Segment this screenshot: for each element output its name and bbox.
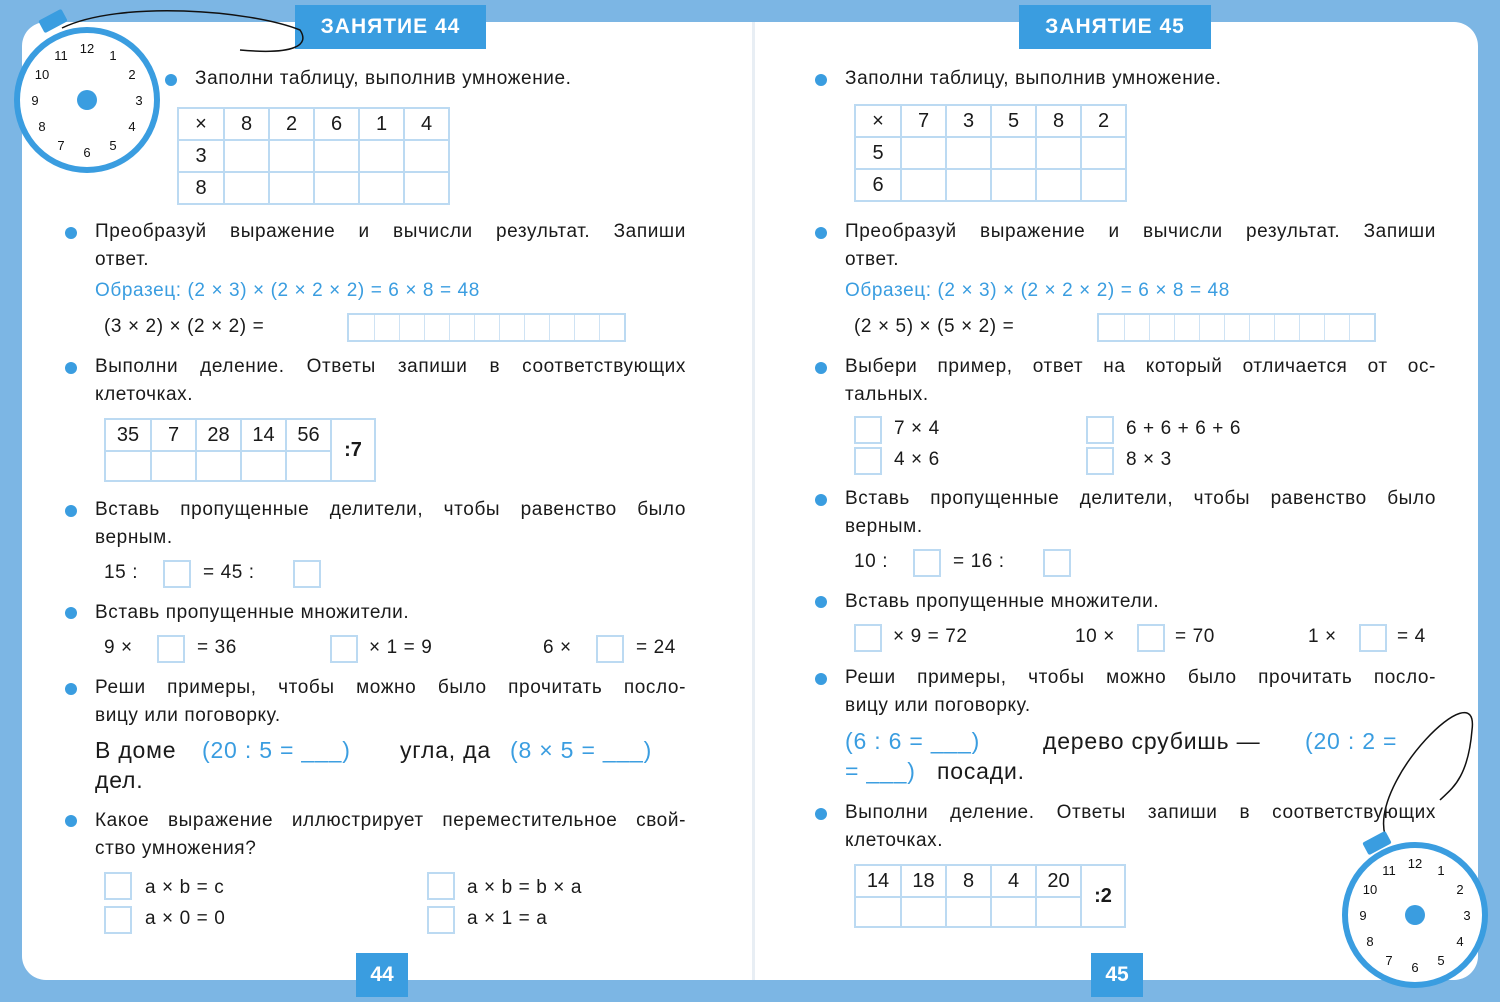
- task-text: верным.: [95, 527, 173, 548]
- answer-cell[interactable]: [991, 169, 1036, 201]
- table-cell: 28: [196, 419, 241, 451]
- answer-cell[interactable]: [991, 137, 1036, 169]
- bullet: [65, 227, 77, 239]
- answer-box[interactable]: [293, 560, 321, 588]
- divisor-label: :2: [1081, 865, 1125, 927]
- answer-cell[interactable]: [404, 172, 449, 204]
- multiplication-table-right: [854, 104, 1127, 202]
- clock-numeral: 11: [54, 48, 68, 63]
- answer-cell[interactable]: [359, 140, 404, 172]
- table-cell: 4: [404, 108, 449, 140]
- bullet: [815, 494, 827, 506]
- table-cell: ×: [855, 105, 901, 137]
- answer-box[interactable]: [163, 560, 191, 588]
- option-label: 7 × 4: [894, 418, 940, 439]
- answer-cell[interactable]: [269, 140, 314, 172]
- answer-cell[interactable]: [241, 451, 286, 481]
- answer-cell[interactable]: [224, 172, 269, 204]
- expression: 9 ×: [104, 637, 133, 658]
- answer-cells[interactable]: [1097, 313, 1376, 342]
- task-text: клеточках.: [845, 830, 944, 851]
- table-cell: 1: [359, 108, 404, 140]
- proverb-example: (20 : 5 = ___): [202, 737, 351, 763]
- bullet: [815, 362, 827, 374]
- table-cell: 5: [855, 137, 901, 169]
- task-text: клеточках.: [95, 384, 194, 405]
- expression: (2 × 5) × (5 × 2) =: [854, 316, 1015, 337]
- clock-numeral: 5: [109, 138, 117, 153]
- task-text: Реши примеры, чтобы можно было прочитать посло-: [95, 677, 686, 698]
- table-cell: 20: [1036, 865, 1081, 897]
- bullet: [815, 227, 827, 239]
- clock-numeral: 3: [135, 93, 143, 108]
- table-cell: 3: [946, 105, 991, 137]
- multiplication-table-left: [177, 107, 450, 205]
- divisor-label: :7: [331, 419, 375, 481]
- expression: = 24: [636, 637, 676, 658]
- task-text: Преобразуй выражение и вычисли результат. Запиши: [95, 221, 686, 242]
- page-gutter: [752, 22, 755, 980]
- clock-numeral: 6: [83, 145, 91, 160]
- expression: = 45 :: [203, 562, 255, 583]
- answer-box[interactable]: [157, 635, 185, 663]
- task-text: тальных.: [845, 384, 929, 405]
- expression: 10 :: [854, 551, 889, 572]
- page-number-left: 44: [356, 953, 408, 997]
- expression: × 9 = 72: [893, 626, 968, 647]
- table-cell: 2: [269, 108, 314, 140]
- task-text: Вставь пропущенные делители, чтобы равенство было: [845, 488, 1436, 509]
- task-text: Выбери пример, ответ на который отличается от ос-: [845, 356, 1436, 377]
- option-label: a × b = c: [145, 877, 225, 898]
- task-text: Заполни таблицу, выполнив умножение.: [845, 68, 1222, 89]
- task-text: Какое выражение иллюстрирует переместительное свой-: [95, 810, 686, 831]
- clock-numeral: 8: [1366, 934, 1374, 949]
- task-text: вицу или поговорку.: [95, 705, 281, 726]
- answer-box[interactable]: [1359, 624, 1387, 652]
- clock-numeral: 6: [1411, 960, 1419, 975]
- answer-cell[interactable]: [901, 169, 946, 201]
- proverb-text: В доме: [95, 737, 177, 763]
- table-cell: 35: [105, 419, 151, 451]
- expression: (3 × 2) × (2 × 2) =: [104, 316, 265, 337]
- table-cell: 8: [224, 108, 269, 140]
- answer-box[interactable]: [596, 635, 624, 663]
- answer-box[interactable]: [854, 624, 882, 652]
- expression: 1 ×: [1308, 626, 1337, 647]
- option-checkbox[interactable]: [427, 906, 455, 934]
- option-label: a × b = b × a: [467, 877, 583, 898]
- answer-cell[interactable]: [1036, 897, 1081, 927]
- sample-text: Образец: (2 × 3) × (2 × 2 × 2) = 6 × 8 = 48: [845, 280, 1230, 301]
- proverb-text: дерево срубишь —: [1043, 728, 1261, 754]
- answer-cell[interactable]: [946, 169, 991, 201]
- option-label: a × 1 = a: [467, 908, 548, 929]
- clock-right-icon: [1330, 670, 1500, 1000]
- task-text: Заполни таблицу, выполнив умножение.: [195, 68, 572, 89]
- expression: = 16 :: [953, 551, 1005, 572]
- option-checkbox[interactable]: [104, 906, 132, 934]
- answer-cell[interactable]: [901, 897, 946, 927]
- answer-cell[interactable]: [314, 172, 359, 204]
- table-cell: 6: [855, 169, 901, 201]
- clock-numeral: 10: [34, 67, 50, 82]
- table-cell: 8: [1036, 105, 1081, 137]
- answer-cell[interactable]: [1081, 169, 1126, 201]
- table-cell: 8: [946, 865, 991, 897]
- lesson-header-left: ЗАНЯТИЕ 44: [295, 5, 486, 49]
- table-cell: 18: [901, 865, 946, 897]
- answer-cell[interactable]: [314, 140, 359, 172]
- bullet: [165, 74, 177, 86]
- option-label: a × 0 = 0: [145, 908, 226, 929]
- option-checkbox[interactable]: [1086, 447, 1114, 475]
- clock-numeral: 2: [1456, 882, 1464, 897]
- answer-cells[interactable]: [347, 313, 626, 342]
- task-text: верным.: [845, 516, 923, 537]
- answer-cell[interactable]: [1036, 169, 1081, 201]
- proverb-text: угла, да: [400, 737, 491, 763]
- answer-cell[interactable]: [946, 137, 991, 169]
- clock-numeral: 3: [1463, 908, 1471, 923]
- expression: 6 ×: [543, 637, 572, 658]
- clock-numeral: 11: [1382, 863, 1396, 878]
- expression: = 70: [1175, 626, 1215, 647]
- clock-numeral: 9: [31, 93, 39, 108]
- page-number-right: 45: [1091, 953, 1143, 997]
- clock-numeral: 10: [1362, 882, 1378, 897]
- table-cell: 3: [178, 140, 224, 172]
- task-text: ство умножения?: [95, 838, 257, 859]
- task-text: Выполни деление. Ответы запиши в соответствующих: [95, 356, 686, 377]
- expression: × 1 = 9: [369, 637, 433, 658]
- task-text: Вставь пропущенные множители.: [845, 591, 1160, 612]
- task-text: ответ.: [845, 249, 900, 270]
- answer-box[interactable]: [330, 635, 358, 663]
- division-table-right: [854, 864, 1126, 928]
- expression: 10 ×: [1075, 626, 1115, 647]
- option-checkbox[interactable]: [854, 447, 882, 475]
- table-cell: ×: [178, 108, 224, 140]
- sample-text: Образец: (2 × 3) × (2 × 2 × 2) = 6 × 8 = 48: [95, 280, 480, 301]
- bullet: [65, 815, 77, 827]
- bullet: [815, 74, 827, 86]
- answer-cell[interactable]: [286, 451, 331, 481]
- proverb-text: посади.: [937, 758, 1025, 784]
- table-cell: 56: [286, 419, 331, 451]
- option-label: 8 × 3: [1126, 449, 1172, 470]
- option-checkbox[interactable]: [1086, 416, 1114, 444]
- proverb-example: (8 × 5 = ___): [510, 737, 653, 763]
- clock-numeral: 7: [1385, 953, 1393, 968]
- answer-cell[interactable]: [991, 897, 1036, 927]
- task-text: вицу или поговорку.: [845, 695, 1031, 716]
- option-checkbox[interactable]: [854, 416, 882, 444]
- clock-numeral: 1: [1437, 863, 1445, 878]
- table-cell: 14: [241, 419, 286, 451]
- bullet: [815, 673, 827, 685]
- division-table-left: [104, 418, 376, 482]
- table-cell: 4: [991, 865, 1036, 897]
- bullet: [65, 683, 77, 695]
- option-label: 6 + 6 + 6 + 6: [1126, 418, 1242, 439]
- table-cell: 2: [1081, 105, 1126, 137]
- lesson-header-right: ЗАНЯТИЕ 45: [1019, 5, 1211, 49]
- task-text: Реши примеры, чтобы можно было прочитать посло-: [845, 667, 1436, 688]
- table-cell: 14: [855, 865, 901, 897]
- expression: = 36: [197, 637, 237, 658]
- clock-numeral: 1: [109, 48, 117, 63]
- clock-numeral: 5: [1437, 953, 1445, 968]
- task-text: Вставь пропущенные делители, чтобы равенство было: [95, 499, 686, 520]
- answer-cell[interactable]: [105, 451, 151, 481]
- answer-cell[interactable]: [151, 451, 196, 481]
- proverb-example: (6 : 6 = ___): [845, 728, 981, 754]
- answer-cell[interactable]: [855, 897, 901, 927]
- answer-cell[interactable]: [1081, 137, 1126, 169]
- answer-box[interactable]: [1137, 624, 1165, 652]
- table-cell: 8: [178, 172, 224, 204]
- clock-numeral: 8: [38, 119, 46, 134]
- expression: 15 :: [104, 562, 139, 583]
- bullet: [815, 596, 827, 608]
- option-checkbox[interactable]: [427, 872, 455, 900]
- clock-numeral: 12: [79, 41, 95, 56]
- table-cell: 5: [991, 105, 1036, 137]
- proverb-example: (20 : 2 =: [1305, 728, 1398, 754]
- task-text: ответ.: [95, 249, 150, 270]
- table-cell: 7: [151, 419, 196, 451]
- task-text: Выполни деление. Ответы запиши в соответствующих: [845, 802, 1436, 823]
- expression: = 4: [1397, 626, 1426, 647]
- bullet: [65, 362, 77, 374]
- bullet: [65, 505, 77, 517]
- bullet: [65, 607, 77, 619]
- table-cell: 7: [901, 105, 946, 137]
- answer-cell[interactable]: [269, 172, 314, 204]
- answer-cell[interactable]: [946, 897, 991, 927]
- clock-numeral: 4: [128, 119, 136, 134]
- answer-cell[interactable]: [404, 140, 449, 172]
- answer-cell[interactable]: [359, 172, 404, 204]
- table-cell: 6: [314, 108, 359, 140]
- answer-cell[interactable]: [224, 140, 269, 172]
- proverb-text: дел.: [95, 767, 144, 793]
- option-checkbox[interactable]: [104, 872, 132, 900]
- answer-cell[interactable]: [196, 451, 241, 481]
- option-label: 4 × 6: [894, 449, 940, 470]
- answer-cell[interactable]: [1036, 137, 1081, 169]
- task-text: Преобразуй выражение и вычисли результат. Запиши: [845, 221, 1436, 242]
- answer-cell[interactable]: [901, 137, 946, 169]
- clock-numeral: 4: [1456, 934, 1464, 949]
- answer-box[interactable]: [913, 549, 941, 577]
- clock-numeral: 12: [1407, 856, 1423, 871]
- answer-box[interactable]: [1043, 549, 1071, 577]
- task-text: Вставь пропущенные множители.: [95, 602, 410, 623]
- bullet: [815, 808, 827, 820]
- proverb-example: = ___): [845, 758, 916, 784]
- clock-numeral: 7: [57, 138, 65, 153]
- clock-numeral: 2: [128, 67, 136, 82]
- clock-numeral: 9: [1359, 908, 1367, 923]
